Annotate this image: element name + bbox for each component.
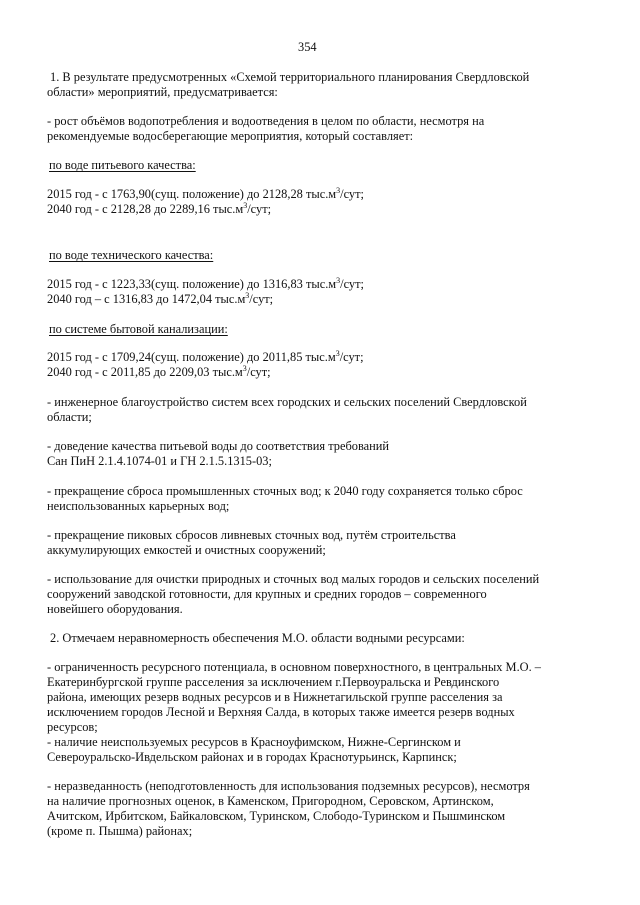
paragraph-2-line-2: рекомендуемые водосберегающие мероприятия, который составляет: xyxy=(47,129,414,143)
cubic-exponent: 3 xyxy=(336,276,341,285)
drinking-water-2015-text: 2015 год - с 1763,90(сущ. положение) до 2128,28 тыс.м xyxy=(47,187,337,201)
paragraph-10-line-3: Ачитском, Ирбитском, Байкаловском, Туринском, Слободо-Туринском и Пышминском xyxy=(47,809,506,823)
technical-water-2040-row xyxy=(47,292,273,307)
drinking-water-2040-text: 2040 год - с 2128,28 до 2289,16 тыс.м xyxy=(47,202,244,216)
unit-suffix: /сут; xyxy=(340,187,364,201)
cubic-exponent: 3 xyxy=(245,291,250,300)
unit-suffix: /сут; xyxy=(340,277,364,291)
paragraph-9-line-2: Екатеринбургской группе расселения за исключением г.Первоуральска и Ревдинского xyxy=(47,675,500,689)
technical-water-2015-row xyxy=(47,277,364,292)
sewerage-2040-row xyxy=(47,365,271,380)
unit-suffix: /сут; xyxy=(247,202,272,216)
paragraph-1-line-1: 1. В результате предусмотренных «Схемой территориального планирования Свердловской xyxy=(50,70,530,84)
sewerage-heading: по системе бытовой канализации: xyxy=(49,322,228,336)
paragraph-10-line-1: - неразведанность (неподготовленность для использования подземных ресурсов), несмотря xyxy=(47,779,530,793)
paragraph-7-line-3: новейшего оборудования. xyxy=(47,602,183,616)
paragraph-5-line-2: неиспользованных карьерных вод; xyxy=(47,499,230,513)
paragraph-9-line-7: Североуральско-Ивдельском районах и в городах Краснотурьинск, Карпинск; xyxy=(47,750,457,764)
paragraph-7-line-2: сооружений заводской готовности, для крупных и средних городов – современного xyxy=(47,587,487,601)
cubic-exponent: 3 xyxy=(243,201,248,210)
paragraph-6-line-2: аккумулирующих емкостей и очистных сооружений; xyxy=(47,543,326,557)
sewerage-2015-text: 2015 год - с 1709,24(сущ. положение) до 2011,85 тыс.м xyxy=(47,350,336,364)
paragraph-3-line-2: области; xyxy=(47,410,92,424)
paragraph-9-line-1: - ограниченность ресурсного потенциала, в основном поверхностного, в центральных М.О. – xyxy=(47,660,542,674)
paragraph-2-line-1: - рост объёмов водопотребления и водоотведения в целом по области, несмотря на xyxy=(47,114,485,128)
technical-water-heading: по воде технического качества: xyxy=(49,248,214,262)
paragraph-1-line-2: области» мероприятий, предусматривается: xyxy=(47,85,278,99)
paragraph-8-line-1: 2. Отмечаем неравномерность обеспечения М.О. области водными ресурсами: xyxy=(50,631,465,645)
cubic-exponent: 3 xyxy=(336,186,341,195)
unit-suffix: /сут; xyxy=(246,365,271,379)
page-number: 354 xyxy=(298,40,317,54)
unit-suffix: /сут; xyxy=(249,292,274,306)
paragraph-3-line-1: - инженерное благоустройство систем всех городских и сельских поселений Свердловской xyxy=(47,395,527,409)
paragraph-6-line-1: - прекращение пиковых сбросов ливневых сточных вод, путём строительства xyxy=(47,528,456,542)
unit-suffix: /сут; xyxy=(339,350,364,364)
cubic-exponent: 3 xyxy=(335,349,340,358)
drinking-water-heading: по воде питьевого качества: xyxy=(49,158,196,172)
paragraph-9-line-4: исключением городов Лесной и Верхняя Салда, в которых также имеется резерв водных xyxy=(47,705,515,719)
drinking-water-2040-row xyxy=(47,202,271,217)
drinking-water-2015-row xyxy=(47,187,364,202)
paragraph-5-line-1: - прекращение сброса промышленных сточных вод; к 2040 году сохраняется только сброс xyxy=(47,484,523,498)
paragraph-4-line-1: - доведение качества питьевой воды до соответствия требований xyxy=(47,439,390,453)
technical-water-2040-text: 2040 год – с 1316,83 до 1472,04 тыс.м xyxy=(47,292,246,306)
paragraph-9-line-5: ресурсов; xyxy=(47,720,98,734)
paragraph-10-line-2: на наличие прогнозных оценок, в Каменском, Пригородном, Серовском, Артинском, xyxy=(47,794,494,808)
paragraph-10-line-4: (кроме п. Пышма) районах; xyxy=(47,824,193,838)
sewerage-2040-text: 2040 год - с 2011,85 до 2209,03 тыс.м xyxy=(47,365,243,379)
sewerage-2015-row xyxy=(47,350,364,365)
paragraph-4-line-2: Сан ПиН 2.1.4.1074-01 и ГН 2.1.5.1315-03; xyxy=(47,454,272,468)
paragraph-9-line-6: - наличие неиспользуемых ресурсов в Красноуфимском, Нижне-Сергинском и xyxy=(47,735,461,749)
cubic-exponent: 3 xyxy=(242,364,247,373)
paragraph-9-line-3: района, имеющих резерв водных ресурсов и в Нижнетагильской группе расселения за xyxy=(47,690,503,704)
paragraph-7-line-1: - использование для очистки природных и сточных вод малых городов и сельских поселений xyxy=(47,572,540,586)
technical-water-2015-text: 2015 год - с 1223,33(сущ. положение) до 1316,83 тыс.м xyxy=(47,277,337,291)
